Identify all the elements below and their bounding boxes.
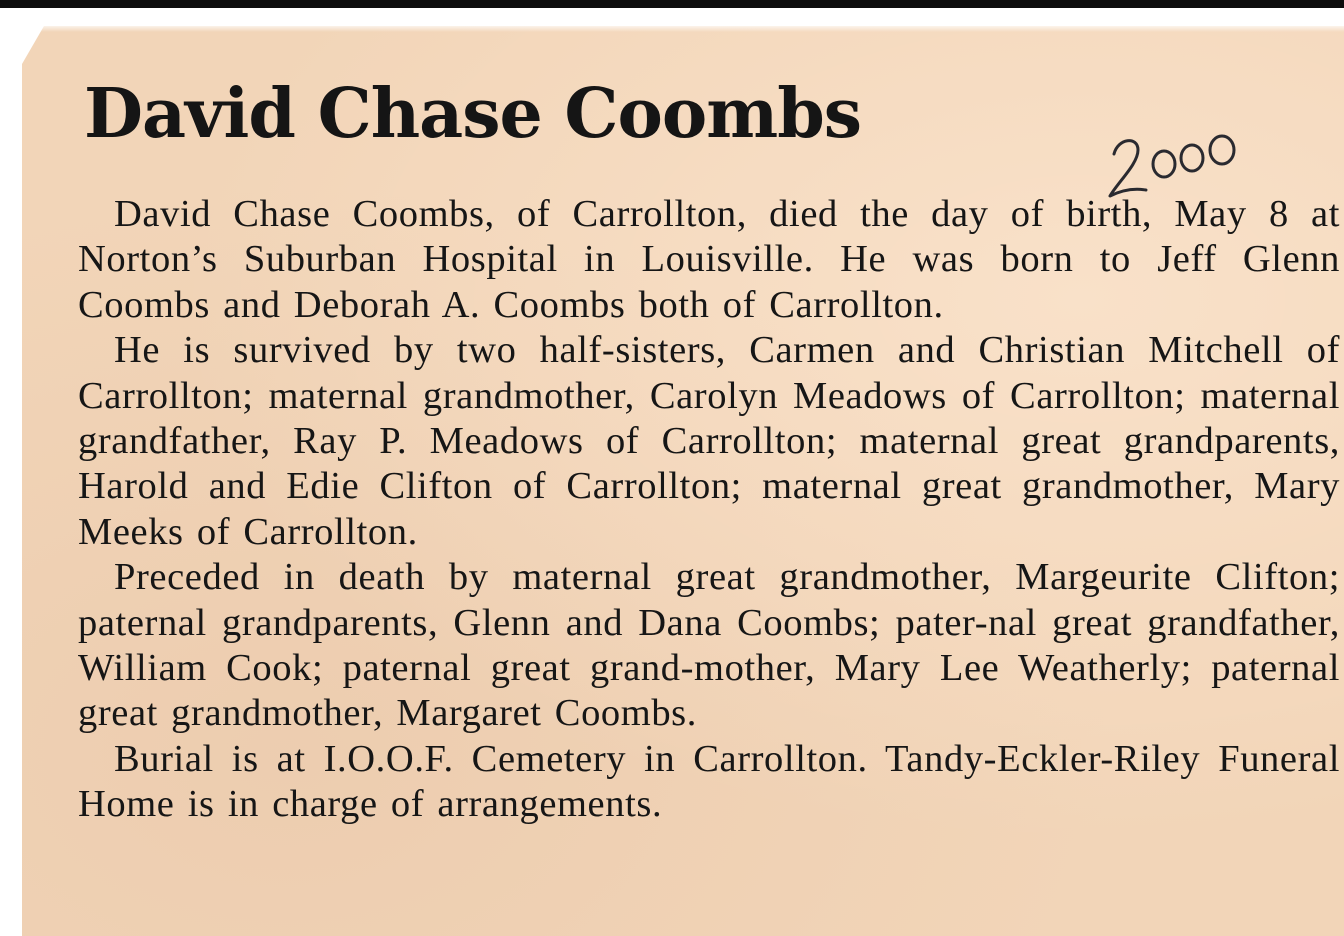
- newspaper-clipping: [22, 26, 1344, 936]
- paragraph-burial: Burial is at I.O.O.F. Cemetery in Carrollton. Tandy-Eckler-Riley Funeral Home is in charge of arrangements.: [78, 737, 1340, 826]
- paragraph-birth: David Chase Coombs, of Carrollton, died the day of birth, May 8 at Norton’s Suburban Hospital in Louisville. He was born to Jeff Glenn Coombs and Deborah A. Coombs both of Carrollton.: [78, 193, 1340, 326]
- scanner-edge: [0, 0, 1344, 8]
- paragraph-survivors: He is survived by two half-sisters, Carmen and Christian Mitchell of Carrollton; maternal grandmother, Carolyn Meadows of Carrollton; maternal grandfather, Ray P. Meadows of Carrollton; maternal great grandparents, Harold and Edie Clifton of Carrollton; maternal great grandmother, Mary Meeks of Carrollton.: [78, 329, 1340, 553]
- paragraph-preceded: Preceded in death by maternal great grandmother, Margeurite Clifton; paternal grandparents, Glenn and Dana Coombs; pater-nal great grandfather, William Cook; paternal great grand-mother, Mary Lee Weatherly; paternal great grandmother, Margaret Coombs.: [78, 556, 1340, 735]
- obituary-headline: David Chase Coombs: [84, 74, 862, 154]
- obituary-body: [78, 192, 1340, 828]
